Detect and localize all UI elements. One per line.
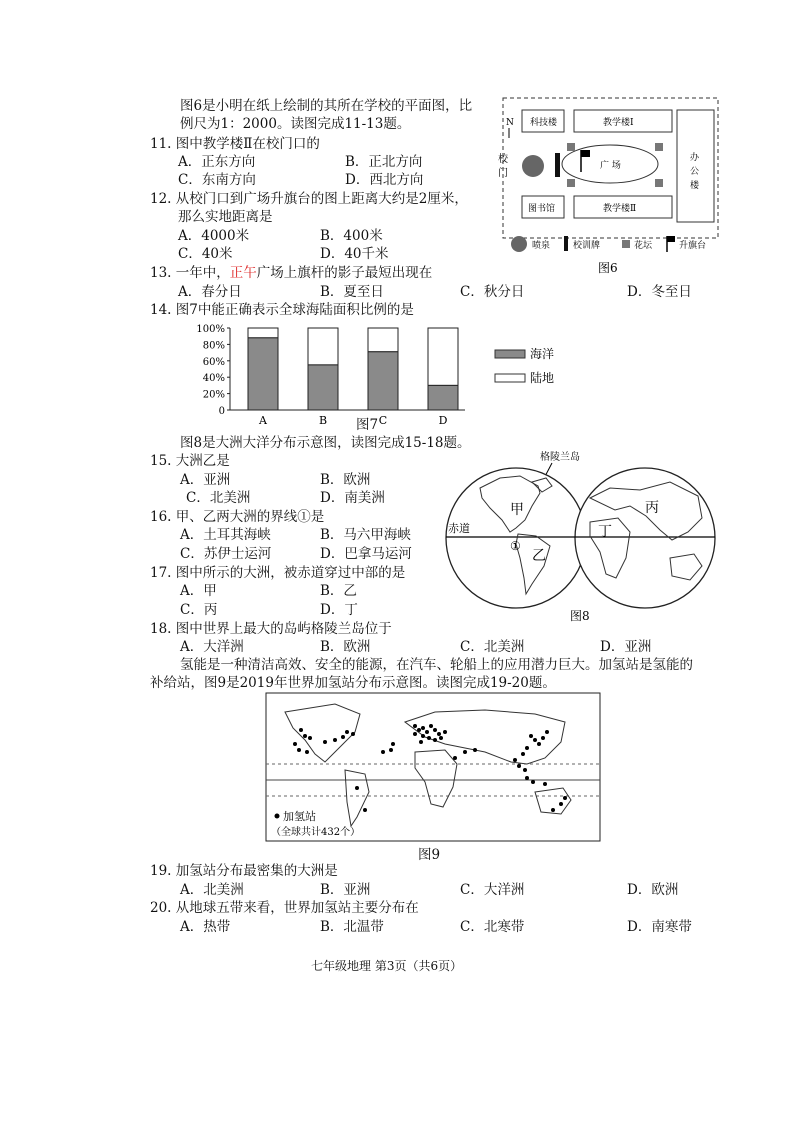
hydrogen-station-dot	[381, 750, 385, 754]
y-tick-label: 80%	[202, 340, 225, 352]
bing-label: 丙	[645, 500, 659, 516]
intro-fig8: 图8是大洲大洋分布示意图，读图完成15-18题。	[180, 435, 471, 451]
q12-option-d[interactable]: D．40千米	[320, 246, 389, 262]
q16-option-c[interactable]: C．苏伊士运河	[180, 546, 272, 562]
hydrogen-station-dot	[453, 756, 457, 760]
q17-stem: 17. 图中所示的大洲，被赤道穿过中部的是	[150, 565, 406, 581]
building-teaching-2-label: 教学楼Ⅱ	[603, 204, 637, 214]
q20-option-a[interactable]: A．热带	[180, 919, 231, 935]
hydrogen-station-dot	[345, 730, 349, 734]
hydrogen-station-dot	[341, 735, 345, 739]
q17-option-a[interactable]: A．甲	[180, 583, 217, 599]
hydrogen-station-dot	[308, 736, 312, 740]
hydrogen-station-dot	[473, 748, 477, 752]
building-teaching-1-label: 教学楼Ⅰ	[603, 118, 634, 128]
q13-stem-highlight: 正午	[229, 265, 257, 281]
q15-option-c[interactable]: C．北美洲	[186, 490, 251, 506]
figure-9-world-map	[265, 692, 601, 842]
y-tick-label: 20%	[202, 389, 225, 401]
hydrogen-station-dot	[443, 730, 447, 734]
legend-station-icon	[275, 814, 280, 819]
q11-option-a[interactable]: A．正东方向	[178, 154, 256, 170]
legend-flowerbed-label: 花坛	[634, 241, 653, 251]
q16-option-b[interactable]: B．马六甲海峡	[320, 527, 411, 543]
bar-land-B	[308, 328, 338, 365]
q20-option-b[interactable]: B．北温带	[320, 919, 384, 935]
x-tick-label-D: D	[438, 414, 448, 427]
x-tick-label-A: A	[259, 414, 267, 427]
hydrogen-station-dot	[439, 736, 443, 740]
north-label: N	[506, 118, 514, 128]
hydrogen-station-dot	[525, 776, 529, 780]
q15-option-d[interactable]: D．南美洲	[320, 490, 385, 506]
hydrogen-station-dot	[517, 764, 521, 768]
library-label: 图书馆	[528, 204, 556, 214]
office-label-1: 办	[690, 153, 700, 163]
legend-land-swatch	[495, 374, 525, 382]
x-tick-label-B: B	[318, 414, 328, 427]
hydrogen-station-dot	[425, 730, 429, 734]
q19-stem: 19. 加氢站分布最密集的大洲是	[150, 863, 338, 879]
q17-option-b[interactable]: B．乙	[320, 583, 357, 599]
square-label: 广 场	[600, 161, 621, 171]
q16-option-d[interactable]: D．巴拿马运河	[320, 546, 412, 562]
q12-option-b[interactable]: B．400米	[320, 228, 383, 244]
q17-option-c[interactable]: C．丙	[180, 602, 218, 618]
y-tick-label: 0	[218, 406, 225, 417]
legend-station-label: 加氢站	[283, 810, 316, 823]
jia-label: 甲	[510, 502, 524, 518]
hydrogen-station-dot	[333, 738, 337, 742]
legend-motto-icon	[564, 236, 568, 251]
fig9-caption: 图9	[418, 847, 441, 863]
q18-stem: 18. 图中世界上最大的岛屿格陵兰岛位于	[150, 621, 392, 637]
hydrogen-station-dot	[437, 732, 441, 736]
hydrogen-station-dot	[433, 728, 437, 732]
x-tick-label-C: C	[378, 414, 388, 427]
figure-6-school-map	[495, 92, 725, 277]
q11-option-c[interactable]: C．东南方向	[178, 172, 256, 188]
q13-option-b[interactable]: B．夏至日	[320, 284, 384, 300]
flowerbed-icon	[655, 143, 663, 151]
legend-flowerbed-icon	[622, 240, 630, 248]
hydrogen-station-dot	[563, 796, 567, 800]
hydrogen-station-dot	[419, 740, 423, 744]
intro-fig6-line1: 图6是小明在纸上绘制的其所在学校的平面图，比	[180, 98, 473, 114]
q13-option-a[interactable]: A．春分日	[178, 284, 242, 300]
figure-8-hemispheres	[440, 448, 720, 626]
hydrogen-station-dot	[559, 802, 563, 806]
fig6-caption: 图6	[598, 261, 618, 275]
hydrogen-station-dot	[427, 736, 431, 740]
equator-label: 赤道	[448, 522, 470, 535]
legend-ocean-label: 海洋	[530, 347, 555, 361]
q11-stem: 11. 图中教学楼Ⅱ在校门口的	[150, 136, 320, 152]
hydrogen-station-dot	[305, 750, 309, 754]
legend-station-total: （全球共计432个）	[271, 827, 361, 838]
hydrogen-station-dot	[541, 736, 545, 740]
fig8-caption: 图8	[570, 609, 590, 623]
bar-ocean-A	[248, 338, 278, 410]
q19-option-c[interactable]: C．大洋洲	[460, 882, 525, 898]
figure-7-chart	[180, 318, 590, 430]
circle-one-label: ①	[510, 539, 521, 553]
q12-option-a[interactable]: A．4000米	[178, 228, 250, 244]
q12-option-c[interactable]: C．40米	[178, 246, 233, 262]
flowerbed-icon	[567, 179, 575, 187]
hydrogen-station-dot	[531, 780, 535, 784]
hydrogen-station-dot	[391, 742, 395, 746]
western-hemisphere	[446, 468, 586, 608]
y-tick-label: 40%	[202, 373, 225, 385]
bar-land-D	[428, 328, 458, 385]
legend-fountain-label: 喷泉	[532, 241, 551, 251]
q15-option-a[interactable]: A．亚洲	[180, 472, 231, 488]
office-label-3: 楼	[690, 181, 700, 191]
flowerbed-icon	[567, 143, 575, 151]
map-frame	[266, 693, 600, 841]
q18-option-b[interactable]: B．欧洲	[320, 639, 371, 655]
legend-flag-label: 升旗台	[679, 241, 707, 251]
hydrogen-station-dot	[463, 750, 467, 754]
motto-board-icon	[555, 153, 560, 177]
q12-stem-line2: 那么实地距离是	[178, 209, 273, 225]
intro-fig9-line1: 氢能是一种清洁高效、安全的能源，在汽车、轮船上的应用潜力巨大。加氢站是氢能的	[180, 657, 693, 673]
hydrogen-station-dot	[513, 758, 517, 762]
hydrogen-station-dot	[355, 786, 359, 790]
q13-stem	[150, 264, 432, 282]
hydrogen-station-dot	[299, 728, 303, 732]
intro-fig9-line2: 补给站，图9是2019年世界加氢站分布示意图。读图完成19-20题。	[150, 675, 556, 691]
hydrogen-station-dot	[543, 782, 547, 786]
q19-option-a[interactable]: A．北美洲	[180, 882, 244, 898]
hydrogen-station-dot	[421, 726, 425, 730]
legend-fountain-icon	[511, 236, 527, 252]
hydrogen-station-dot	[523, 768, 527, 772]
greenland-label: 格陵兰岛	[540, 452, 580, 463]
q13-option-c[interactable]: C．秋分日	[460, 284, 525, 300]
hydrogen-station-dot	[413, 724, 417, 728]
legend-motto-label: 校训牌	[573, 241, 601, 251]
q18-option-d[interactable]: D．亚洲	[600, 639, 652, 655]
gate-label-1: 校	[498, 154, 508, 165]
q18-option-a[interactable]: A．大洋洲	[180, 639, 244, 655]
q20-option-d[interactable]: D．南寒带	[627, 919, 692, 935]
hydrogen-station-dot	[303, 734, 307, 738]
q16-option-a[interactable]: A．土耳其海峡	[180, 527, 271, 543]
q15-option-b[interactable]: B．欧洲	[320, 472, 371, 488]
hydrogen-station-dot	[529, 734, 533, 738]
q17-option-d[interactable]: D．丁	[320, 602, 358, 618]
legend-ocean-swatch	[495, 350, 525, 358]
hydrogen-station-dot	[351, 732, 355, 736]
bar-ocean-D	[428, 385, 458, 410]
office-label-2: 公	[690, 167, 700, 177]
q13-option-d[interactable]: D．冬至日	[627, 284, 692, 300]
y-tick-label: 100%	[196, 324, 225, 335]
q15-stem: 15. 大洲乙是	[150, 453, 230, 469]
q19-option-b[interactable]: B．亚洲	[320, 882, 371, 898]
bar-ocean-B	[308, 365, 338, 410]
q20-option-c[interactable]: C．北寒带	[460, 919, 525, 935]
hydrogen-station-dot	[413, 732, 417, 736]
q18-option-c[interactable]: C．北美洲	[460, 639, 525, 655]
hydrogen-station-dot	[363, 808, 367, 812]
hydrogen-station-dot	[293, 742, 297, 746]
hydrogen-station-dot	[533, 738, 537, 742]
q12-stem-line1: 12. 从校门口到广场升旗台的图上距离大约是2厘米，	[150, 191, 468, 207]
hydrogen-station-dot	[323, 740, 327, 744]
q16-stem: 16. 甲、乙两大洲的界线①是	[150, 509, 325, 525]
flag-icon	[581, 150, 590, 157]
building-office	[677, 110, 714, 222]
hydrogen-station-dot	[551, 808, 555, 812]
hydrogen-station-dot	[421, 734, 425, 738]
bar-land-C	[368, 328, 398, 352]
legend-flag-icon	[667, 236, 675, 242]
ding-label: 丁	[598, 524, 612, 540]
hydrogen-station-dot	[525, 746, 529, 750]
intro-fig6-line2: 例尺为1：2000。读图完成11-13题。	[180, 116, 411, 132]
q14-stem: 14. 图7中能正确表示全球海陆面积比例的是	[150, 302, 414, 318]
q11-option-d[interactable]: D．西北方向	[345, 172, 424, 188]
hydrogen-station-dot	[297, 748, 301, 752]
gate-label-2: 门	[498, 168, 508, 179]
building-tech-label: 科技楼	[530, 118, 558, 128]
q13-stem-post: 广场上旗杆的影子最短出现在	[256, 265, 433, 281]
hydrogen-station-dot	[417, 728, 421, 732]
hydrogen-station-dot	[433, 738, 437, 742]
bar-land-A	[248, 328, 278, 338]
hydrogen-station-dot	[389, 748, 393, 752]
fig7-caption: 图7	[356, 417, 379, 433]
q13-stem-pre: 13. 一年中，	[150, 265, 230, 281]
page-footer: 七年级地理 第3页（共6页）	[311, 959, 463, 973]
flowerbed-icon	[655, 179, 663, 187]
yi-label: 乙	[532, 548, 546, 564]
hydrogen-station-dot	[429, 724, 433, 728]
hydrogen-station-dot	[521, 752, 525, 756]
q11-option-b[interactable]: B．正北方向	[345, 154, 423, 170]
q20-stem: 20. 从地球五带来看，世界加氢站主要分布在	[150, 900, 419, 916]
bar-ocean-C	[368, 352, 398, 410]
hydrogen-station-dot	[537, 742, 541, 746]
q19-option-d[interactable]: D．欧洲	[627, 882, 679, 898]
fountain-icon	[522, 155, 544, 177]
y-tick-label: 60%	[202, 356, 225, 368]
legend-land-label: 陆地	[530, 371, 555, 385]
hydrogen-station-dot	[545, 730, 549, 734]
